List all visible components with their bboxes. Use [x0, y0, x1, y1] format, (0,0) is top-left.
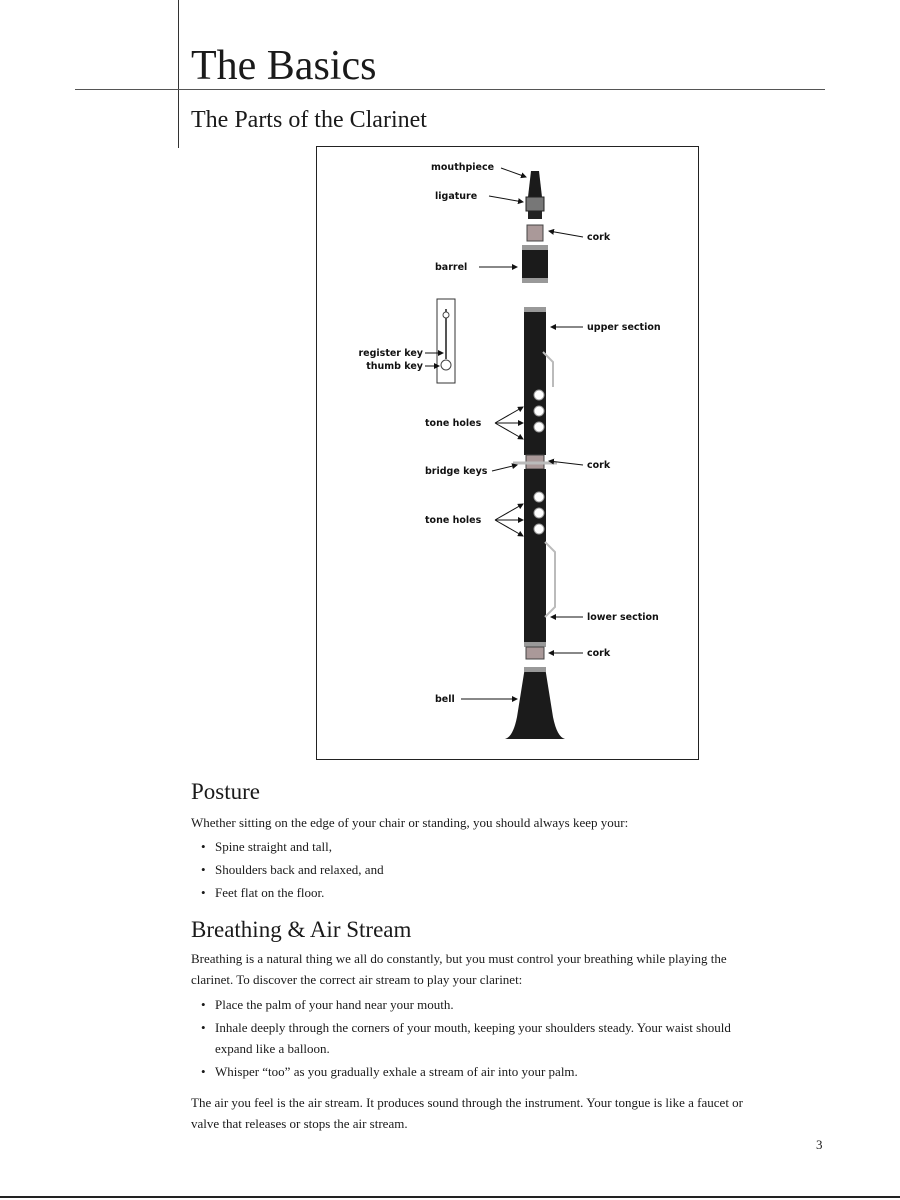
- tone-hole-4: [534, 492, 544, 502]
- arrow-mouthpiece: [501, 168, 526, 177]
- page-number: 3: [816, 1137, 823, 1152]
- register-key-shape: [443, 312, 449, 318]
- posture-intro: Whether sitting on the edge of your chair or standing, you should always keep your:: [191, 815, 629, 830]
- vertical-rule: [178, 0, 179, 148]
- clarinet-drawing: [505, 171, 565, 739]
- tone-hole-3: [534, 422, 544, 432]
- lower-ring: [524, 642, 546, 647]
- tone-hole-2: [534, 406, 544, 416]
- tone-hole-6: [534, 524, 544, 534]
- label-arrows: [425, 168, 583, 699]
- arrow-tone-holes-upper-1: [495, 407, 523, 423]
- label-lower-section: lower section: [587, 612, 659, 623]
- label-cork-middle: cork: [587, 460, 611, 471]
- arrow-ligature: [489, 196, 523, 202]
- arrow-cork-top: [549, 231, 583, 237]
- arrow-tone-holes-upper-3: [495, 423, 523, 439]
- title-rule: [75, 89, 825, 90]
- cork-top-shape: [527, 225, 543, 241]
- posture-heading: Posture: [191, 779, 260, 804]
- list-item: • Shoulders back and relaxed, and: [199, 859, 759, 880]
- mouthpiece-shape: [528, 171, 542, 197]
- clarinet-figure: [316, 146, 699, 760]
- label-ligature: ligature: [435, 191, 478, 202]
- bell-ring: [524, 667, 546, 672]
- label-upper-section: upper section: [587, 322, 661, 333]
- upper-section-shape: [524, 307, 546, 455]
- label-bridge-keys: bridge keys: [425, 466, 488, 477]
- register-key-inset: [437, 299, 455, 383]
- tone-hole-5: [534, 508, 544, 518]
- breathing-outro: The air you feel is the air stream. It produces sound through the instrument. Your tongue is like a faucet or valve that releases or stops the air stream.: [191, 1095, 744, 1131]
- list-item: • Whisper “too” as you gradually exhale a stream of air into your palm.: [199, 1061, 759, 1082]
- arrow-tone-holes-lower-1: [495, 504, 523, 520]
- label-mouthpiece: mouthpiece: [431, 162, 495, 173]
- list-item: • Place the palm of your hand near your mouth.: [199, 994, 759, 1015]
- barrel-ring-bottom: [522, 278, 548, 283]
- arrow-tone-holes-lower-3: [495, 520, 523, 536]
- upper-ring: [524, 307, 546, 312]
- breathing-list: [199, 994, 759, 1084]
- label-tone-holes-lower: tone holes: [425, 515, 482, 526]
- label-register-key: register key: [358, 348, 423, 359]
- mouthpiece-tenon: [528, 211, 542, 219]
- tone-hole-1: [534, 390, 544, 400]
- arrow-bridge-keys: [492, 465, 517, 471]
- list-item: • Inhale deeply through the corners of your mouth, keeping your shoulders steady. Your waist should expand like a balloon.: [199, 1017, 759, 1059]
- label-thumb-key: thumb key: [366, 361, 423, 372]
- label-cork-bottom: cork: [587, 648, 611, 659]
- list-item: • Spine straight and tall,: [199, 836, 759, 857]
- label-barrel: barrel: [435, 262, 468, 273]
- clarinet-diagram: [317, 147, 699, 760]
- list-item: • Feet flat on the floor.: [199, 882, 759, 903]
- barrel-ring-top: [522, 245, 548, 250]
- bell-shape: [505, 667, 565, 739]
- posture-list: [199, 836, 759, 905]
- bottom-rule: [0, 1196, 900, 1198]
- label-bell: bell: [435, 694, 455, 705]
- breathing-intro: Breathing is a natural thing we all do constantly, but you must control your breathing while playing the clarinet. To discover the correct air stream to play your clarinet:: [191, 951, 727, 987]
- breathing-heading: Breathing & Air Stream: [191, 917, 412, 942]
- page-subtitle: The Parts of the Clarinet: [191, 107, 427, 133]
- thumb-key-shape: [441, 360, 451, 370]
- cork-bottom-shape: [526, 647, 544, 659]
- page-title: The Basics: [191, 43, 377, 89]
- lower-keywork: [545, 542, 555, 617]
- ligature-shape: [526, 197, 544, 211]
- label-cork-top: cork: [587, 232, 611, 243]
- label-tone-holes-upper: tone holes: [425, 418, 482, 429]
- barrel-shape: [522, 245, 548, 283]
